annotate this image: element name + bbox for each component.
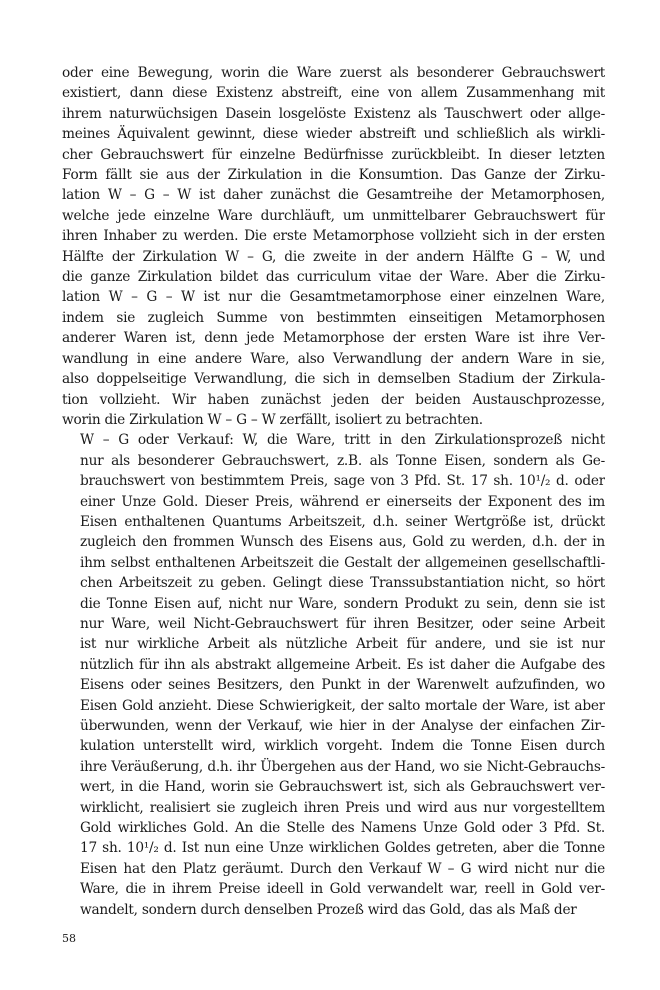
text-line: überwunden, wenn der Verkauf, wie hier in der Analyse der einfachen Zir- — [80, 718, 605, 734]
text-line: nur Ware, weil Nicht-Gebrauchswert für ihren Besitzer, oder seine Arbeit — [80, 615, 605, 632]
paragraph-1 — [62, 63, 605, 430]
text-line: wert, in die Hand, worin sie Gebrauchswert ist, sich als Gebrauchswert ver- — [80, 779, 605, 796]
text-line: Eisen enthaltenen Quantums Arbeitszeit, d.h. seiner Wertgröße ist, drückt — [80, 513, 605, 530]
text-line: wirklicht, realisiert sie zugleich ihren Preis und wird aus nur vorgestelltem — [80, 799, 605, 816]
text-line: nützlich für ihn als abstrakt allgemeine Arbeit. Es ist daher die Aufgabe des — [80, 656, 605, 673]
text-line: meines Äquivalent gewinnt, diese wieder abstreift und schließlich als wirkli- — [62, 126, 605, 143]
text-line: wandelt, sondern durch denselben Prozeß wird das Gold, das als Maß der — [80, 901, 577, 918]
text-line: also doppelseitige Verwandlung, die sich in demselben Stadium der Zirkula- — [62, 371, 605, 388]
text-line: lation W – G – W ist nur die Gesamtmetamorphose einer einzelnen Ware, — [62, 289, 605, 306]
text-line: ihre Veräußerung, d.h. ihr Übergehen aus der Hand, wo sie Nicht-Gebrauchs- — [80, 758, 605, 775]
paragraph-2 — [62, 430, 605, 920]
text-line: Eisen hat den Platz geräumt. Durch den Verkauf W – G wird nicht nur die — [80, 860, 605, 877]
text-line: lation W – G – W ist daher zunächst die Gesamtreihe der Metamorphosen, — [62, 187, 605, 204]
text-line: kulation unterstellt wird, wirklich vorgeht. Indem die Tonne Eisen durch — [80, 738, 605, 755]
text-line: die Tonne Eisen auf, nicht nur Ware, sondern Produkt zu sein, denn sie ist — [80, 595, 605, 612]
text-line: Eisens oder seines Besitzers, den Punkt in der Warenwelt aufzufinden, wo — [80, 677, 605, 694]
text-line: anderer Waren ist, denn jede Metamorphose der ersten Ware ist ihre Ver- — [62, 330, 605, 347]
text-line: nur als besonderer Gebrauchswert, z.B. als Tonne Eisen, sondern als Ge- — [80, 452, 605, 469]
text-line: Ware, die in ihrem Preise ideell in Gold verwandelt war, reell in Gold ver- — [80, 881, 605, 898]
text-line: indem sie zugleich Summe von bestimmten einseitigen Metamorphosen — [62, 309, 605, 326]
text-line: brauchswert von bestimmtem Preis, sage von 3 Pfd. St. 17 sh. 10¹/₂ d. oder — [80, 473, 605, 490]
text-line: ihren Inhaber zu werden. Die erste Metamorphose vollzieht sich in der ersten — [62, 228, 605, 245]
text-line: wandlung in eine andere Ware, also Verwandlung der andern Ware in sie, — [62, 350, 605, 367]
text-line: chen Arbeitszeit zu geben. Gelingt diese Transsubstantiation nicht, so hört — [80, 575, 605, 592]
text-line: ist nur wirkliche Arbeit als nützliche Arbeit für andere, und sie ist nur — [80, 636, 605, 653]
text-line: W – G oder Verkauf: W, die Ware, tritt in den Zirkulationsprozeß nicht — [80, 432, 605, 449]
text-line: Gold wirkliches Gold. An die Stelle des Namens Unze Gold oder 3 Pfd. St. — [80, 820, 605, 837]
text-line: ihrem naturwüchsigen Dasein losgelöste Existenz als Tauschwert oder allge- — [62, 105, 605, 122]
text-line: welche jede einzelne Ware durchläuft, um unmittelbarer Gebrauchswert für — [62, 207, 605, 224]
text-line: tion vollzieht. Wir haben zunächst jeden der beiden Austauschprozesse, — [62, 391, 605, 408]
page-number: 58 — [62, 932, 76, 945]
text-line: die ganze Zirkulation bildet das curriculum vitae der Ware. Aber die Zirku- — [62, 269, 605, 286]
text-line: Eisen Gold anzieht. Diese Schwierigkeit, der salto mortale der Ware, ist aber — [80, 697, 605, 714]
text-line: Hälfte der Zirkulation W – G, die zweite in der andern Hälfte G – W, und — [62, 248, 605, 265]
text-line: worin die Zirkulation W – G – W zerfällt, isoliert zu betrachten. — [62, 411, 483, 428]
text-line: existiert, dann diese Existenz abstreift, eine von allem Zusammenhang mit — [62, 85, 605, 102]
text-line: ihm selbst enthaltenen Arbeitszeit die Gestalt der allgemeinen gesellschaftli- — [80, 554, 605, 571]
text-line: cher Gebrauchswert für einzelne Bedürfnisse zurückbleibt. In dieser letzten — [62, 146, 605, 163]
text-line: einer Unze Gold. Dieser Preis, während er einerseits der Exponent des im — [80, 493, 605, 510]
text-line: oder eine Bewegung, worin die Ware zuerst als besonderer Gebrauchswert — [62, 65, 605, 81]
text-line: Form fällt sie aus der Zirkulation in die Konsumtion. Das Ganze der Zirku- — [62, 167, 605, 184]
page-body — [62, 63, 605, 920]
text-line: zugleich den frommen Wunsch des Eisens aus, Gold zu werden, d.h. der in — [80, 534, 605, 551]
text-line: 17 sh. 10¹/₂ d. Ist nun eine Unze wirklichen Goldes getreten, aber die Tonne — [80, 840, 605, 857]
